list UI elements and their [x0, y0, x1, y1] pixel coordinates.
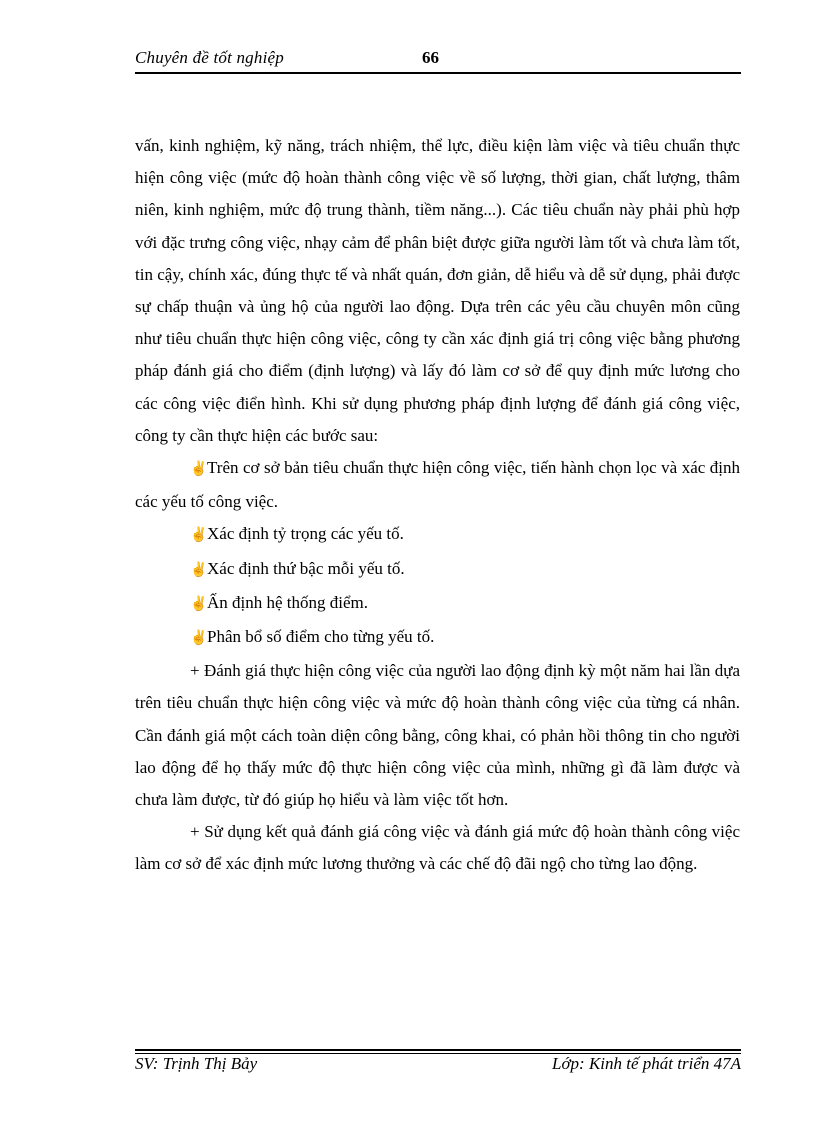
page-footer: [135, 1054, 741, 1076]
bullet-text: Ấn định hệ thống điểm.: [207, 592, 369, 612]
bullet-item: [135, 587, 740, 621]
header-rule: [135, 72, 741, 74]
paragraph-evaluation: + Đánh giá thực hiện công việc của người lao động định kỳ một năm hai lần dựa trên tiêu chuẩn thực hiện công việc và mức độ hoàn thành công việc của từng cá nhân. Cần đánh giá một cách toàn diện công bằng, công khai, có phản hồi thông tin cho người lao động để họ thấy mức độ thực hiện công việc của mình, những gì đã làm được và chưa làm được, từ đó giúp họ hiểu và làm việc tốt hơn.: [135, 661, 740, 810]
victory-hand-icon: ✌: [190, 631, 208, 647]
page-header: [135, 48, 741, 72]
bullet-item: [135, 553, 740, 587]
bullet-item: [135, 452, 740, 518]
bullet-item: [135, 621, 740, 655]
page-number: 66: [422, 48, 439, 67]
footer-rule-thick: [135, 1049, 741, 1051]
victory-hand-icon: ✌: [190, 596, 208, 612]
bullet-text: Xác định thứ bậc mỗi yếu tố.: [207, 558, 405, 578]
header-title: Chuyên đề tốt nghiệp: [135, 48, 284, 67]
bullet-text: Phân bổ số điểm cho từng yếu tố.: [207, 627, 435, 647]
bullet-item: [135, 518, 740, 552]
bullet-text: Trên cơ sở bản tiêu chuẩn thực hiện công việc, tiến hành chọn lọc và xác định các yếu tố công việc.: [135, 458, 740, 512]
paragraph-criteria: vấn, kinh nghiệm, kỹ năng, trách nhiệm, thể lực, điều kiện làm việc và tiêu chuẩn thực hiện công việc (mức độ hoàn thành công việc về số lượng, thời gian, chất lượng, thâm niên, kinh nghiệm, mức độ trung thành, tiềm năng...). Các tiêu chuẩn này phải phù hợp với đặc trưng công việc, nhạy cảm để phân biệt được giữa người làm tốt và chưa làm tốt, tin cậy, chính xác, đúng thực tế và nhất quán, đơn giản, dễ hiểu và dễ sử dụng, phải được sự chấp thuận và ủng hộ của người lao động. Dựa trên các yêu cầu chuyên môn cũng như tiêu chuẩn thực hiện công việc, công ty cần xác định giá trị công việc bằng phương pháp đánh giá cho điểm (định lượng) và lấy đó làm cơ sở để quy định mức lương cho các công việc điển hình. Khi sử dụng phương pháp định lượng để đánh giá công việc, công ty cần thực hiện các bước sau:: [135, 136, 740, 445]
victory-hand-icon: ✌: [190, 528, 208, 544]
bullet-text: Xác định tỷ trọng các yếu tố.: [207, 524, 404, 544]
footer-student: SV: Trịnh Thị Bảy: [135, 1054, 258, 1073]
victory-hand-icon: ✌: [190, 562, 208, 578]
victory-hand-icon: ✌: [190, 462, 208, 478]
paragraph-results: + Sử dụng kết quả đánh giá công việc và đánh giá mức độ hoàn thành công việc làm cơ sở để xác định mức lương thưởng và các chế độ đãi ngộ cho từng lao động.: [135, 822, 740, 874]
document-body: [135, 130, 740, 881]
footer-class: Lớp: Kinh tế phát triển 47A: [552, 1054, 741, 1073]
